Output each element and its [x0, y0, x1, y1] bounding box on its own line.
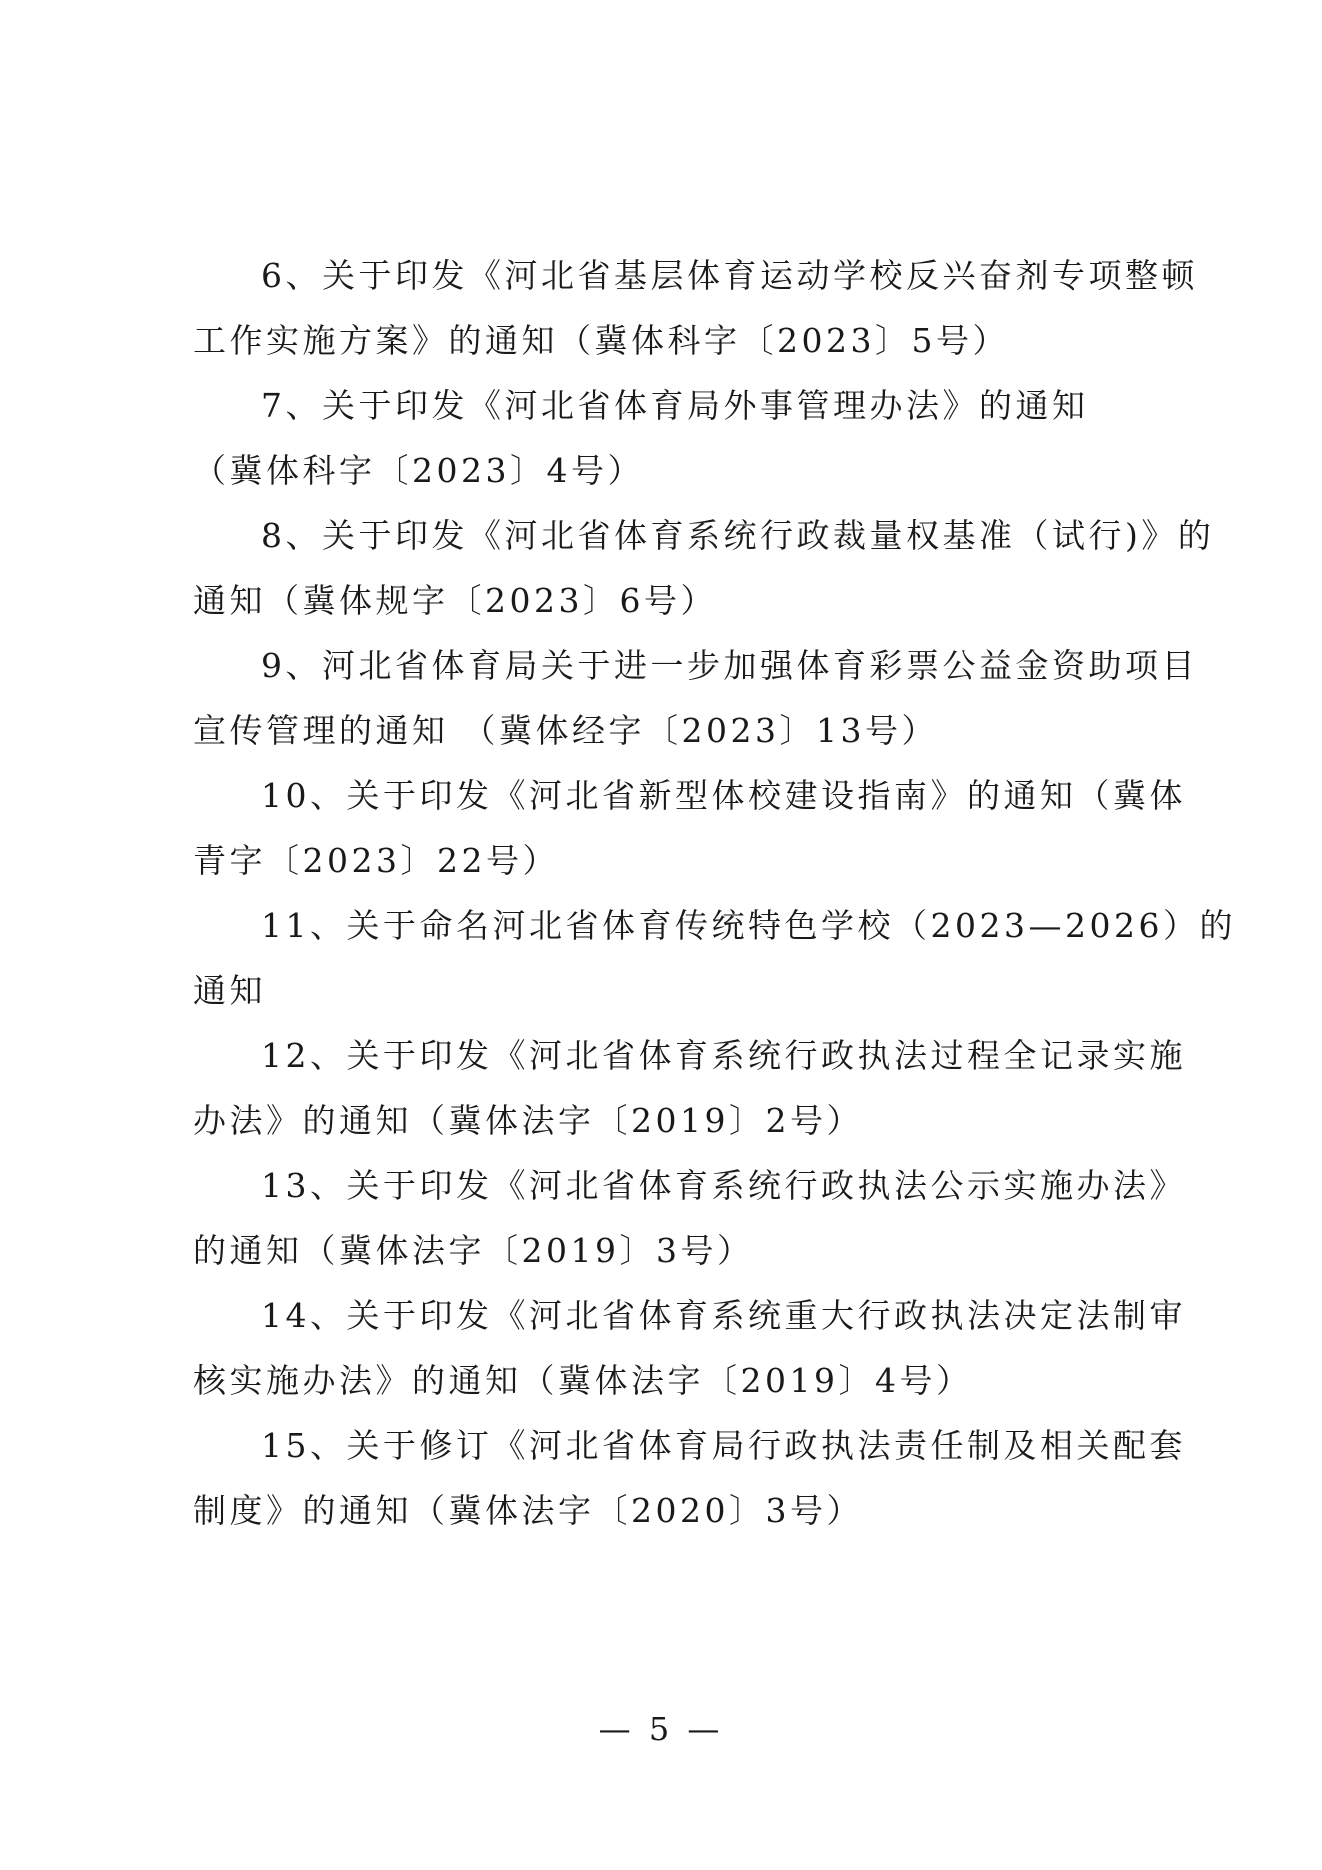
document-list — [193, 243, 1236, 1543]
list-item-line: 12、关于印发《河北省体育系统行政执法过程全记录实施 — [261, 1036, 1186, 1075]
list-item — [193, 1413, 1186, 1543]
list-item-line: 8、关于印发《河北省体育系统行政裁量权基准（试行)》的 — [261, 516, 1215, 555]
list-item-line: 11、关于命名河北省体育传统特色学校（2023—2026）的 — [261, 906, 1236, 945]
list-item — [193, 1023, 1186, 1153]
list-item-line: 7、关于印发《河北省体育局外事管理办法》的通知 — [261, 386, 1089, 425]
list-item-line: 制度》的通知（冀体法字〔2020〕3号） — [193, 1491, 863, 1530]
list-item-line: 10、关于印发《河北省新型体校建设指南》的通知（冀体 — [261, 776, 1186, 815]
list-item-line: 通知 — [193, 971, 266, 1010]
list-item-line: 宣传管理的通知 （冀体经字〔2023〕13号） — [193, 711, 938, 750]
list-item-line: 核实施办法》的通知（冀体法字〔2019〕4号） — [193, 1361, 973, 1400]
list-item — [193, 243, 1198, 373]
list-item-line: 通知（冀体规字〔2023〕6号） — [193, 581, 717, 620]
list-item-line: 青字〔2023〕22号） — [193, 841, 559, 880]
list-item-line: 9、河北省体育局关于进一步加强体育彩票公益金资助项目 — [261, 646, 1198, 685]
list-item-line: 的通知（冀体法字〔2019〕3号） — [193, 1231, 754, 1270]
list-item — [193, 373, 1158, 503]
list-item-line: 14、关于印发《河北省体育系统重大行政执法决定法制审 — [261, 1296, 1186, 1335]
list-item — [193, 1153, 1186, 1283]
list-item-line: （冀体科字〔2023〕4号） — [193, 451, 644, 490]
list-item-line: 办法》的通知（冀体法字〔2019〕2号） — [193, 1101, 863, 1140]
list-item — [193, 633, 1198, 763]
list-item — [193, 893, 1236, 1023]
page-number: — 5 — — [598, 1710, 724, 1748]
list-item — [193, 763, 1186, 893]
list-item-line: 13、关于印发《河北省体育系统行政执法公示实施办法》 — [261, 1166, 1186, 1205]
list-item-line: 6、关于印发《河北省基层体育运动学校反兴奋剂专项整顿 — [261, 256, 1198, 295]
list-item-line: 15、关于修订《河北省体育局行政执法责任制及相关配套 — [261, 1426, 1186, 1465]
list-item — [193, 1283, 1186, 1413]
list-item — [193, 503, 1215, 633]
list-item-line: 工作实施方案》的通知（冀体科字〔2023〕5号） — [193, 321, 1009, 360]
